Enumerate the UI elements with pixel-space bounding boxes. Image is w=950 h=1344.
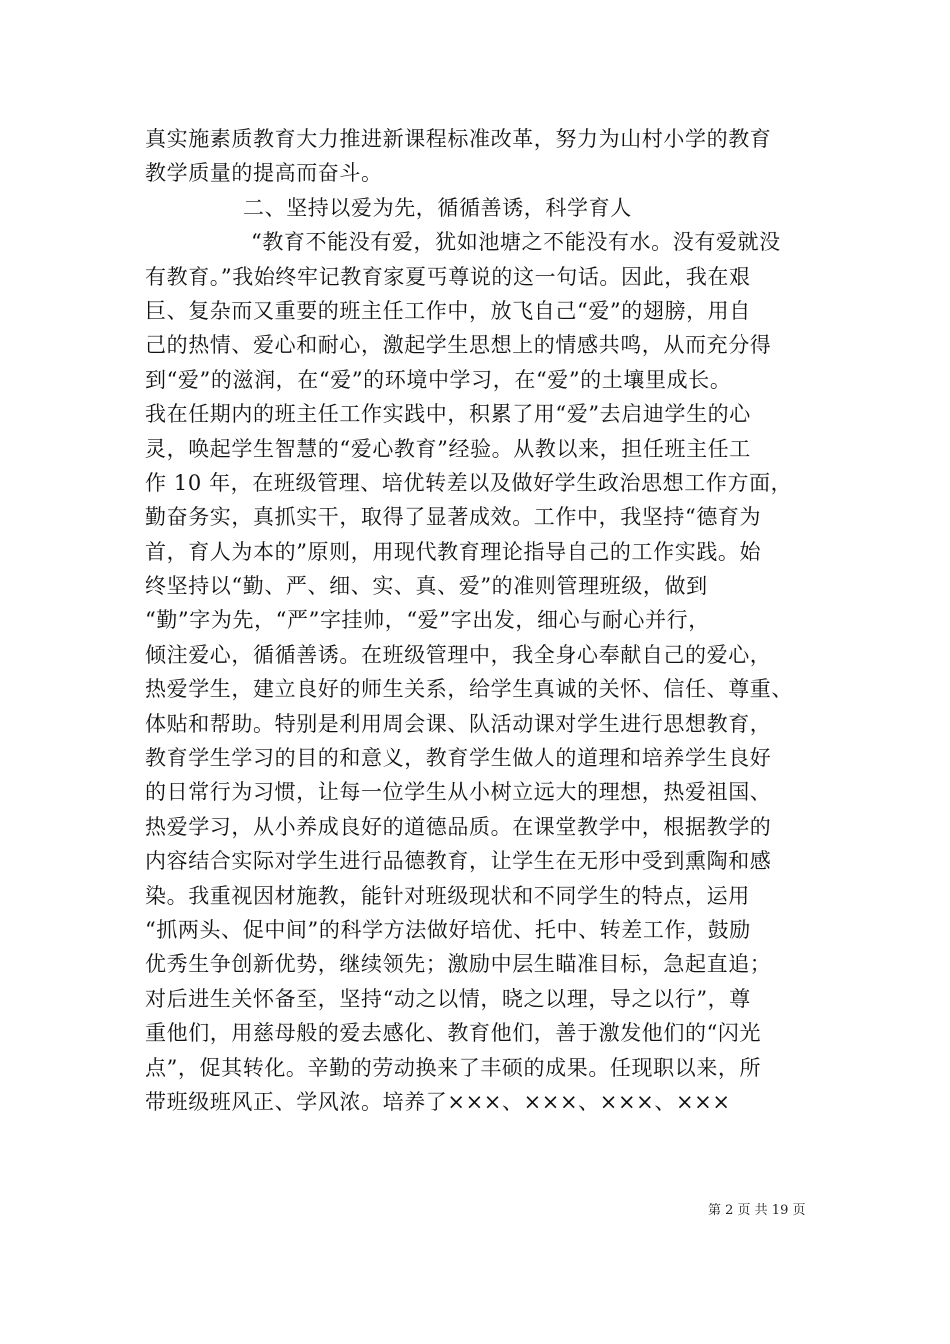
text-line: 巨、复杂而又重要的班主任工作中，放飞自己“爱”的翅膀，用自	[145, 298, 751, 323]
text-line: 倾注爱心，循循善诱。在班级管理中，我全身心奉献自己的爱心，	[145, 642, 772, 667]
text-line: 作 10 年，在班级管理、培优转差以及做好学生政治思想工作方面，	[145, 470, 793, 495]
text-line: 热爱学生，建立良好的师生关系，给学生真诚的关怀、信任、尊重、	[145, 677, 793, 702]
text-line: “勤”字为先，“严”字挂帅，“爱”字出发，细心与耐心并行，	[145, 608, 710, 633]
text-line: 己的热情、爱心和耐心，激起学生思想上的情感共鸣，从而充分得	[145, 333, 772, 358]
text-line: 对后进生关怀备至，坚持“动之以情，晓之以理，导之以行”，尊	[145, 986, 751, 1011]
text-line: 真实施素质教育大力推进新课程标准改革，努力为山村小学的教育	[145, 127, 772, 151]
text-line: 体贴和帮助。特别是利用周会课、队活动课对学生进行思想教育，	[145, 711, 772, 736]
text-line: 终坚持以“勤、严、细、实、真、爱”的准则管理班级，做到	[145, 574, 708, 599]
text-line: 教育学生学习的目的和意义，教育学生做人的道理和培养学生良好	[145, 746, 772, 771]
text-line: “教育不能没有爱，犹如池塘之不能没有水。没有爱就没	[251, 230, 781, 255]
text-line: 教学质量的提高而奋斗。	[145, 161, 383, 186]
text-line: 首，育人为本的”原则，用现代教育理论指导自己的工作实践。始	[145, 539, 762, 564]
text-line: “抓两头、促中间”的科学方法做好培优、托中、转差工作，鼓励	[145, 917, 751, 942]
text-line: 点”，促其转化。辛勤的劳动换来了丰硕的成果。任现职以来，所	[145, 1055, 762, 1080]
text-line: 有教育。”我始终牢记教育家夏丐尊说的这一句话。因此，我在艰	[145, 264, 751, 289]
text-line: 优秀生争创新优势，继续领先；激励中层生瞄准目标，急起直追；	[145, 952, 772, 977]
body-text	[145, 122, 825, 1119]
text-line: 重他们，用慈母般的爱去感化、教育他们，善于激发他们的“闪光	[145, 1021, 762, 1046]
section-heading: 二、坚持以爱为先，循循善诱，科学育人	[243, 195, 632, 220]
text-line: 热爱学习，从小养成良好的道德品质。在课堂教学中，根据教学的	[145, 814, 772, 839]
text-line: 带班级班风正、学风浓。培养了×××、×××、×××、×××	[145, 1089, 731, 1114]
text-line: 我在任期内的班主任工作实践中，积累了用“爱”去启迪学生的心	[145, 402, 751, 427]
text-line: 的日常行为习惯，让每一位学生从小树立远大的理想，热爱祖国、	[145, 780, 772, 805]
text-line: 到“爱”的滋润，在“爱”的环境中学习，在“爱”的土壤里成长。	[145, 367, 732, 392]
text-line: 勤奋务实，真抓实干，取得了显著成效。工作中，我坚持“德育为	[145, 505, 762, 530]
text-line: 染。我重视因材施教，能针对班级现状和不同学生的特点，运用	[145, 883, 750, 908]
page-number-footer: 第 2 页 共 19 页	[708, 1203, 806, 1218]
text-line: 灵，唤起学生智慧的“爱心教育”经验。从教以来，担任班主任工	[145, 436, 751, 461]
text-line: 内容结合实际对学生进行品德教育，让学生在无形中受到熏陶和感	[145, 849, 772, 874]
